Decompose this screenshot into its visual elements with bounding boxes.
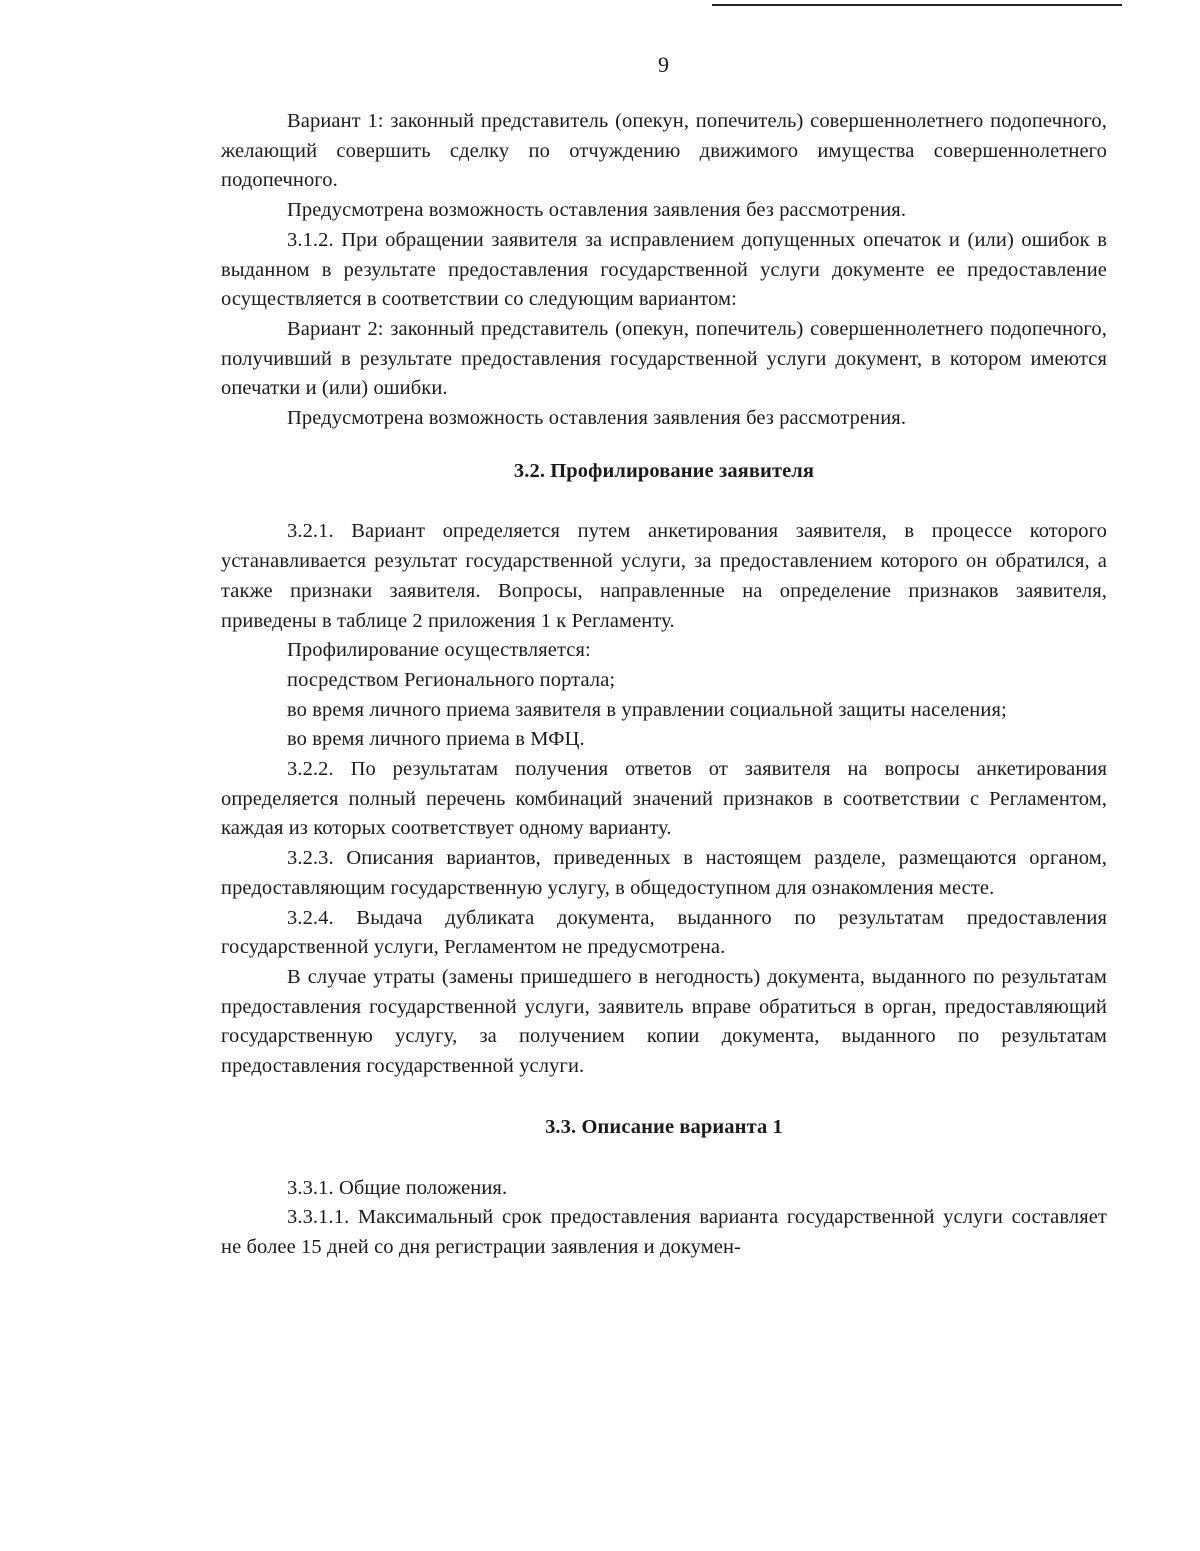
paragraph: 3.2.4. Выдача дубликата документа, выданного по результатам предоставления государственной услуги, Регламентом не предусмотрена. <box>221 906 1107 959</box>
top-rule <box>712 4 1122 6</box>
paragraph: 3.2.1. Вариант определяется путем анкетирования заявителя, в процессе которого устанавливается результат государственной услуги, за предоставлением которого он обратился, а также признаки заявителя. Вопросы, направленные на определение признаков заявителя, приведены в таблице 2 приложения 1 к Регламенту. <box>221 520 1107 632</box>
paragraph: 3.3.1.1. Максимальный срок предоставления варианта государственной услуги составляет не более 15 дней со дня регистрации заявления и докумен- <box>221 1206 1107 1258</box>
list-item: во время личного приема заявителя в управлении социальной защиты населения; <box>287 698 1007 721</box>
list-item: во время личного приема в МФЦ. <box>287 728 585 751</box>
paragraph: 3.3.1. Общие положения. <box>287 1176 508 1199</box>
paragraph: Предусмотрена возможность оставления заявления без рассмотрения. <box>287 407 907 430</box>
section-heading: 3.2. Профилирование заявителя <box>513 459 815 482</box>
section-heading: 3.3. Описание варианта 1 <box>545 1115 783 1138</box>
paragraph: В случае утраты (замены пришедшего в негодность) документа, выданного по результатам предоставления государственной услуги, заявитель вправе обратиться в орган, предоставляющий государственную услугу, за получением копии документа, выданного по результатам предоставления государственной услуги. <box>221 965 1107 1078</box>
list-item: посредством Регионального портала; <box>287 668 616 691</box>
document-body <box>221 107 1107 1263</box>
paragraph: Профилирование осуществляется: <box>287 639 591 662</box>
paragraph: Предусмотрена возможность оставления заявления без рассмотрения. <box>287 199 907 222</box>
paragraph: Вариант 2: законный представитель (опекун, попечитель) совершеннолетнего подопечного, получивший в результате предоставления государственной услуги документ, в котором имеются опечатки и (или) ошибки. <box>221 317 1107 400</box>
paragraph: 3.2.3. Описания вариантов, приведенных в настоящем разделе, размещаются органом, предоставляющим государственную услугу, в общедоступном для ознакомления месте. <box>221 847 1107 899</box>
paragraph: 3.1.2. При обращении заявителя за исправлением допущенных опечаток и (или) ошибок в выданном в результате предоставления государственной услуги документе ее предоставление осуществляется в соответствии со следующим вариантом: <box>221 228 1107 311</box>
paragraph: Вариант 1: законный представитель (опекун, попечитель) совершеннолетнего подопечного, желающий совершить сделку по отчуждению движимого имущества совершеннолетнего подопечного. <box>221 110 1107 192</box>
page-number: 9 <box>658 52 669 77</box>
paragraph: 3.2.2. По результатам получения ответов от заявителя на вопросы анкетирования определяется полный перечень комбинаций значений признаков в соответствии с Регламентом, каждая из которых соответствует одному варианту. <box>221 758 1107 840</box>
